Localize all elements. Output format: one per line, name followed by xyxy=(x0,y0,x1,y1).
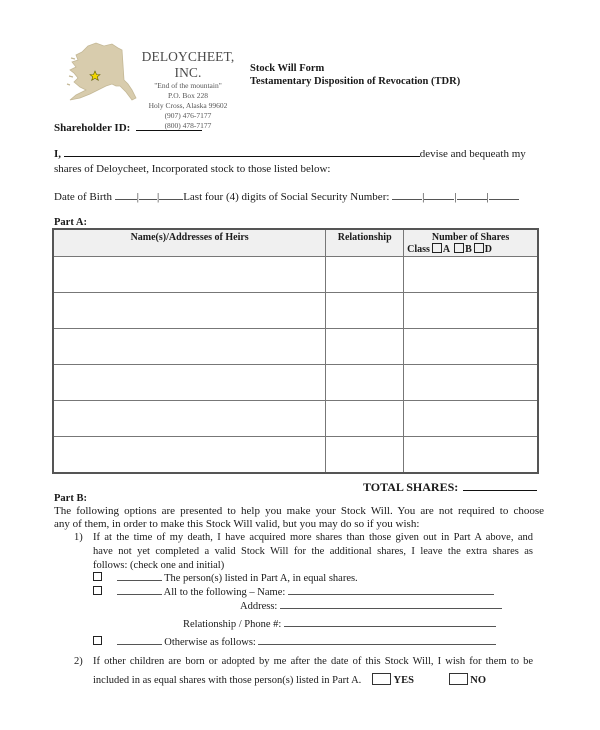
heirs-table-header xyxy=(53,229,538,257)
part-b-intro-2: any of them, in order to make this Stock Will valid, but you may do so if you wish: xyxy=(54,518,420,530)
share-class-selector xyxy=(404,243,537,256)
option-equal-shares-label: The person(s) listed in Part A, in equal shares. xyxy=(164,573,358,584)
beneficiary-address-field[interactable] xyxy=(280,608,502,609)
heir-shares-cell[interactable] xyxy=(404,437,538,473)
heir-relationship-cell[interactable] xyxy=(326,329,404,365)
dob-day-field[interactable] xyxy=(139,199,157,200)
heir-shares-cell[interactable] xyxy=(404,365,538,401)
ssn-digit-4-field[interactable] xyxy=(489,199,519,200)
heir-shares-cell[interactable] xyxy=(404,257,538,293)
otherwise-details-field[interactable] xyxy=(258,644,496,645)
relationship-phone-label: Relationship / Phone #: xyxy=(183,619,282,630)
company-info xyxy=(128,49,248,131)
declaration-suffix: devise and bequeath my xyxy=(419,148,526,160)
company-phone-2: (800) 478-7177 xyxy=(164,121,212,130)
table-row xyxy=(53,293,538,329)
option-equal-shares-checkbox[interactable] xyxy=(93,572,102,581)
heir-name-cell[interactable] xyxy=(53,329,326,365)
beneficiary-relationship-phone-field[interactable] xyxy=(284,626,496,627)
heir-shares-cell[interactable] xyxy=(404,401,538,437)
item-2-line-2-row xyxy=(93,673,486,687)
option-equal-shares-initial-field[interactable] xyxy=(117,580,162,581)
beneficiary-name-field[interactable] xyxy=(288,594,494,595)
no-label: NO xyxy=(470,675,486,686)
ssn-label: Last four (4) digits of Social Security Number: xyxy=(183,191,390,203)
part-b-intro-1: The following options are presented to help you make your Stock Will. You are not required to choose xyxy=(54,505,544,517)
class-a-checkbox[interactable] xyxy=(432,243,442,253)
class-b-label: B xyxy=(465,244,472,255)
heir-relationship-cell[interactable] xyxy=(326,401,404,437)
total-shares-row xyxy=(363,480,537,495)
ssn-digit-3-field[interactable] xyxy=(457,199,487,200)
class-label: Class xyxy=(407,244,430,255)
item-1-number: 1) xyxy=(74,532,83,543)
form-subtitle: Testamentary Disposition of Revocation (TDR) xyxy=(250,76,461,87)
table-row xyxy=(53,257,538,293)
company-name: DELOYCHEET, INC. xyxy=(141,49,235,80)
option-all-to-following-checkbox[interactable] xyxy=(93,586,102,595)
table-row xyxy=(53,401,538,437)
item-2-number: 2) xyxy=(74,656,83,667)
class-d-checkbox[interactable] xyxy=(474,243,484,253)
table-row xyxy=(53,365,538,401)
class-a-label: A xyxy=(442,244,450,255)
heir-relationship-cell[interactable] xyxy=(326,257,404,293)
heirs-table xyxy=(52,228,539,474)
form-title: Stock Will Form xyxy=(250,63,325,74)
item-1-line-3: follows: (check one and initial) xyxy=(93,560,225,571)
column-header-shares xyxy=(404,229,538,257)
option-equal-shares xyxy=(93,572,358,585)
option-all-to-following xyxy=(93,586,494,599)
heir-name-cell[interactable] xyxy=(53,293,326,329)
yes-checkbox[interactable] xyxy=(372,673,391,685)
dob-year-field[interactable] xyxy=(159,199,183,200)
option-otherwise xyxy=(93,636,496,649)
heir-relationship-cell[interactable] xyxy=(326,365,404,401)
item-2-line-1: If other children are born or adopted by me after the date of this Stock Will, I wish for them to be xyxy=(93,656,533,667)
declaration-prefix: I, xyxy=(54,148,62,160)
declaration-line-1 xyxy=(54,147,544,161)
no-checkbox[interactable] xyxy=(449,673,468,685)
heir-relationship-cell[interactable] xyxy=(326,293,404,329)
company-tagline: "End of the mountain" xyxy=(154,81,222,90)
declarant-name-field[interactable] xyxy=(64,156,420,157)
dob-month-field[interactable] xyxy=(115,199,137,200)
part-b-label: Part B: xyxy=(54,493,87,504)
heir-shares-cell[interactable] xyxy=(404,293,538,329)
heir-relationship-cell[interactable] xyxy=(326,437,404,473)
identity-row: Date of Birth | | Last four (4) digits of Social Security Number: | | | xyxy=(54,190,519,204)
company-city: Holy Cross, Alaska 99602 xyxy=(148,101,228,110)
beneficiary-relationship-row xyxy=(183,618,496,631)
shareholder-id-field[interactable] xyxy=(136,130,202,131)
option-otherwise-initial-field[interactable] xyxy=(117,644,162,645)
heir-shares-cell[interactable] xyxy=(404,329,538,365)
table-row xyxy=(53,437,538,473)
company-phone-1: (907) 476-7177 xyxy=(164,111,212,120)
table-row xyxy=(53,329,538,365)
class-d-label: D xyxy=(484,244,492,255)
option-all-to-following-initial-field[interactable] xyxy=(117,594,162,595)
item-2-line-2: included in as equal shares with those person(s) listed in Part A. xyxy=(93,675,362,686)
option-otherwise-checkbox[interactable] xyxy=(93,636,102,645)
beneficiary-address-row xyxy=(240,600,502,613)
address-label: Address: xyxy=(240,601,278,612)
option-all-to-following-label: All to the following – Name: xyxy=(163,587,286,598)
heir-name-cell[interactable] xyxy=(53,401,326,437)
form-title-block xyxy=(250,62,460,88)
dob-label: Date of Birth xyxy=(54,191,113,203)
total-shares-label: TOTAL SHARES: xyxy=(363,480,459,494)
option-otherwise-label: Otherwise as follows: xyxy=(164,637,256,648)
item-1-line-2: have not yet completed a valid Stock Will for the additional shares, I leave the extra shares as xyxy=(93,546,533,557)
column-header-relationship: Relationship xyxy=(326,229,404,257)
shares-header-label: Number of Shares xyxy=(431,232,510,243)
heir-name-cell[interactable] xyxy=(53,365,326,401)
item-1-line-1: If at the time of my death, I have acquired more shares than those given out in Part A above, and xyxy=(93,532,533,543)
ssn-digit-2-field[interactable] xyxy=(424,199,454,200)
company-po-box: P.O. Box 228 xyxy=(167,91,208,100)
ssn-digit-1-field[interactable] xyxy=(392,199,422,200)
total-shares-field[interactable] xyxy=(463,490,537,491)
heir-name-cell[interactable] xyxy=(53,257,326,293)
class-b-checkbox[interactable] xyxy=(454,243,464,253)
shareholder-id-label: Shareholder ID: xyxy=(54,122,131,134)
heir-name-cell[interactable] xyxy=(53,437,326,473)
part-a-label: Part A: xyxy=(54,217,87,228)
yes-label: YES xyxy=(393,675,414,686)
shareholder-id-row xyxy=(54,121,202,135)
declaration-line-2: shares of Deloycheet, Incorporated stock to those listed below: xyxy=(54,163,331,175)
column-header-name: Name(s)/Addresses of Heirs xyxy=(53,229,326,257)
